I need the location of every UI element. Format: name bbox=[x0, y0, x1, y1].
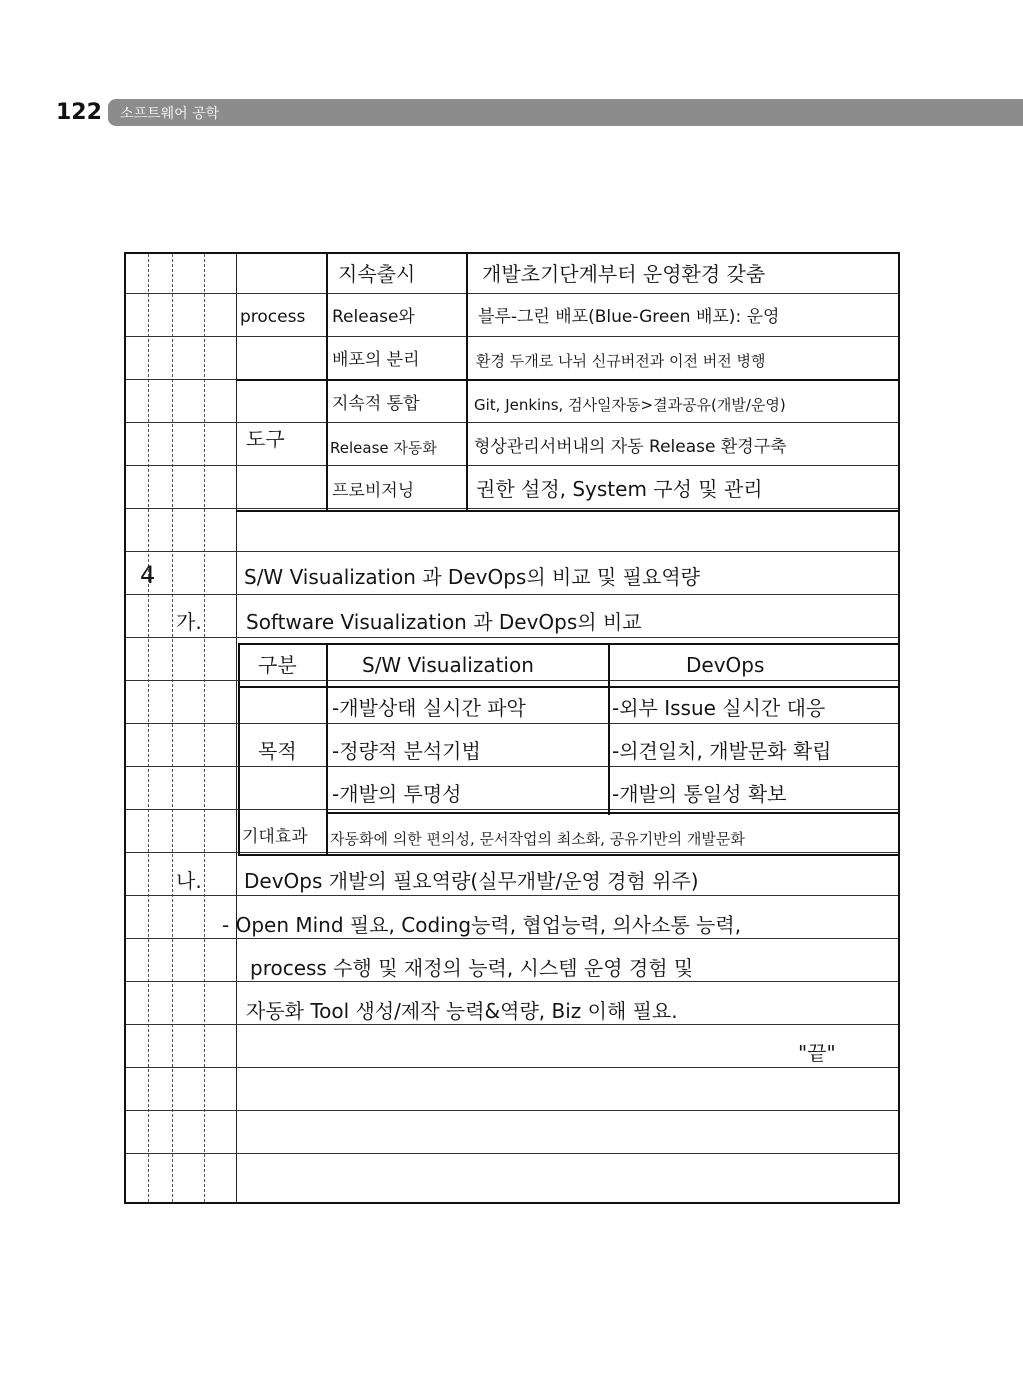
table2-cell: -의견일치, 개발문화 확립 bbox=[612, 739, 832, 763]
table2-border bbox=[238, 643, 240, 856]
table2-header: DevOps bbox=[686, 653, 765, 677]
ruled-line bbox=[126, 1153, 898, 1154]
table1-cell: Git, Jenkins, 검사일자동>결과공유(개발/운영) bbox=[474, 396, 786, 414]
table2-cell: -개발의 투명성 bbox=[332, 782, 462, 806]
table1-cell: Release 자동화 bbox=[330, 439, 437, 457]
table2-cell: -개발상태 실시간 파악 bbox=[332, 696, 526, 720]
ruled-line bbox=[126, 1024, 898, 1025]
table1-cell: 지속적 통합 bbox=[332, 394, 420, 414]
body-line: process 수행 및 재정의 능력, 시스템 운영 경험 및 bbox=[250, 956, 694, 980]
table1-border bbox=[236, 379, 900, 381]
ruled-line bbox=[126, 336, 898, 337]
table1-cell: 배포의 분리 bbox=[332, 350, 420, 370]
section-number: 4 bbox=[140, 561, 156, 589]
table1-cell: 개발초기단계부터 운영환경 갖춤 bbox=[482, 262, 766, 286]
table1-cell: Release와 bbox=[332, 307, 415, 327]
table2-header: S/W Visualization bbox=[362, 653, 534, 677]
body-line: - Open Mind 필요, Coding능력, 협업능력, 의사소통 능력, bbox=[222, 913, 742, 937]
ruled-line bbox=[126, 551, 898, 552]
answer-sheet bbox=[124, 252, 900, 1204]
table1-cell: 권한 설정, System 구성 및 관리 bbox=[476, 477, 763, 501]
margin-line bbox=[172, 254, 173, 1202]
subsection-title: Software Visualization 과 DevOps의 비교 bbox=[246, 610, 642, 634]
subsection-marker: 가. bbox=[176, 610, 202, 634]
table1-cell: process bbox=[240, 307, 306, 327]
table2-cell: -외부 Issue 실시간 대응 bbox=[612, 696, 826, 720]
subsection-title: DevOps 개발의 필요역량(실무개발/운영 경험 위주) bbox=[244, 869, 699, 893]
ruled-line bbox=[126, 1067, 898, 1068]
margin-line bbox=[148, 254, 149, 1202]
table2-header: 구분 bbox=[258, 653, 297, 677]
table2-row-label: 기대효과 bbox=[242, 827, 308, 847]
table1-cell: 형상관리서버내의 자동 Release 환경구축 bbox=[474, 437, 787, 457]
subsection-marker: 나. bbox=[176, 869, 202, 893]
end-mark: "끝" bbox=[798, 1041, 836, 1065]
ruled-line bbox=[126, 465, 898, 466]
table2-row-label: 목적 bbox=[258, 739, 297, 763]
ruled-line bbox=[126, 852, 898, 853]
table1-border bbox=[466, 254, 468, 510]
ruled-line bbox=[126, 938, 898, 939]
table2-border bbox=[238, 854, 900, 856]
ruled-line bbox=[126, 809, 898, 810]
margin-line bbox=[236, 254, 237, 1202]
page-number: 122 bbox=[56, 100, 102, 125]
ruled-line bbox=[126, 637, 898, 638]
ruled-line bbox=[126, 981, 898, 982]
ruled-line bbox=[126, 508, 898, 509]
table2-border bbox=[238, 686, 900, 688]
ruled-line bbox=[126, 723, 898, 724]
table1-border bbox=[326, 254, 328, 510]
table1-cell: 도구 bbox=[246, 427, 285, 451]
table1-cell: 환경 두개로 나뉘 신규버전과 이전 버전 병행 bbox=[476, 352, 766, 370]
section-title: S/W Visualization 과 DevOps의 비교 및 필요역량 bbox=[244, 565, 700, 589]
ruled-line bbox=[126, 1110, 898, 1111]
table1-cell: 지속출시 bbox=[338, 262, 416, 286]
table1-cell: 블루-그린 배포(Blue-Green 배포): 운영 bbox=[478, 307, 780, 327]
body-line: 자동화 Tool 생성/제작 능력&역량, Biz 이해 필요. bbox=[246, 999, 678, 1023]
table1-cell: 프로비저닝 bbox=[332, 481, 415, 501]
ruled-line bbox=[126, 766, 898, 767]
table1-border bbox=[236, 510, 900, 512]
ruled-line bbox=[126, 895, 898, 896]
book-title: 소프트웨어 공학 bbox=[120, 106, 220, 122]
header-bar bbox=[108, 99, 1023, 126]
table2-border bbox=[326, 812, 900, 814]
table2-cell: -개발의 통일성 확보 bbox=[612, 782, 787, 806]
ruled-line bbox=[126, 680, 898, 681]
table2-border bbox=[238, 643, 900, 645]
margin-line bbox=[204, 254, 205, 1202]
table2-cell: 자동화에 의한 편의성, 문서작업의 최소화, 공유기반의 개발문화 bbox=[330, 830, 745, 848]
table2-border bbox=[608, 643, 610, 815]
ruled-line bbox=[126, 293, 898, 294]
table2-cell: -정량적 분석기법 bbox=[332, 739, 481, 763]
table2-border bbox=[326, 643, 328, 856]
ruled-line bbox=[126, 594, 898, 595]
ruled-line bbox=[126, 422, 898, 423]
